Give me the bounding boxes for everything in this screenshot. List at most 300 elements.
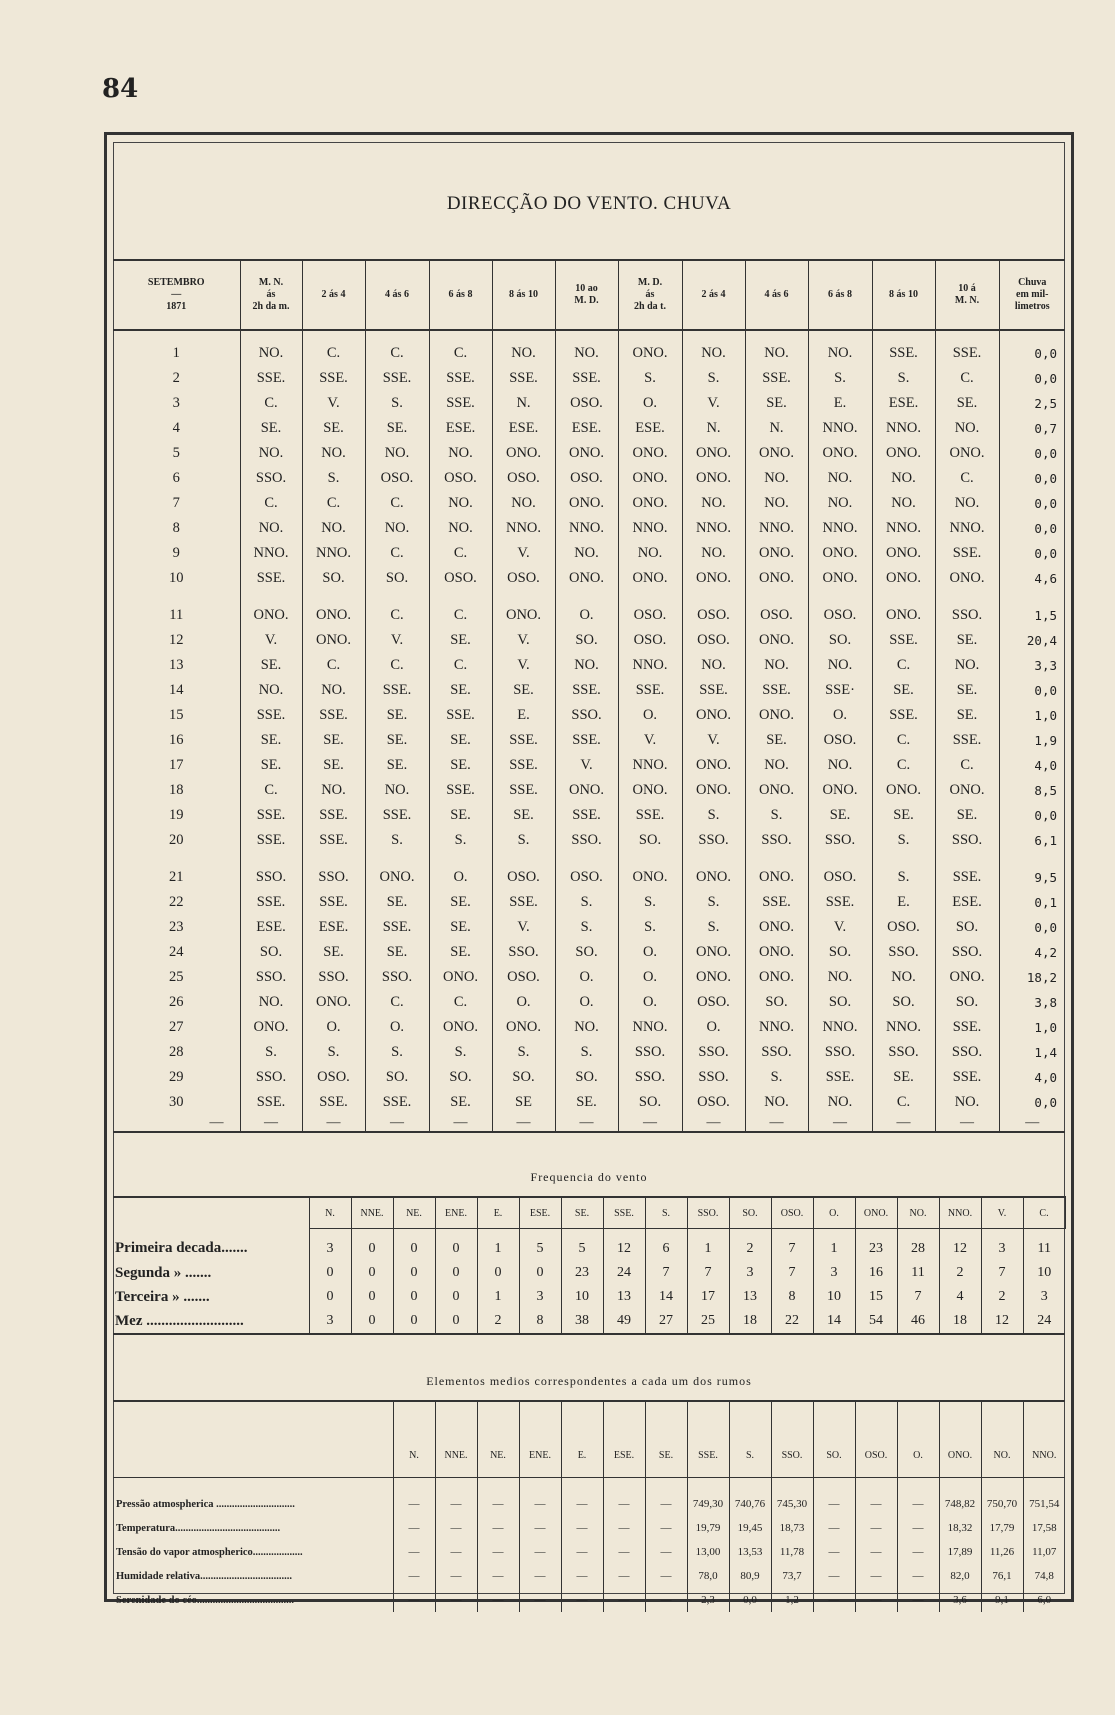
wind-cell: S. xyxy=(745,1065,808,1090)
wind-cell: SSO. xyxy=(240,965,302,990)
frequency-column-header: SO. xyxy=(729,1197,771,1229)
wind-cell: SE. xyxy=(492,803,555,828)
dash-cell: — xyxy=(302,1115,365,1132)
elements-cell: 18,73 xyxy=(771,1516,813,1540)
frequency-cell: 17 xyxy=(687,1285,729,1309)
wind-cell: SSO. xyxy=(745,828,808,853)
frequency-cell: 13 xyxy=(603,1285,645,1309)
table-row xyxy=(113,491,1065,516)
wind-cell: SO. xyxy=(618,1090,682,1115)
wind-cell: S. xyxy=(302,466,365,491)
rain-cell: 0,0 xyxy=(999,541,1065,566)
wind-cell: O. xyxy=(682,1015,745,1040)
wind-cell: SE. xyxy=(365,728,429,753)
elements-title: Elementos medios correspondentes a cada um dos rumos xyxy=(426,1374,752,1388)
wind-cell: C. xyxy=(429,591,492,628)
column-header xyxy=(492,260,555,330)
wind-cell: NO. xyxy=(365,516,429,541)
wind-cell: SO. xyxy=(935,990,999,1015)
wind-cell: S. xyxy=(492,1040,555,1065)
elements-column-header: NO. xyxy=(981,1401,1023,1478)
wind-cell: NO. xyxy=(745,1090,808,1115)
column-header-line: 6 ás 8 xyxy=(448,289,473,300)
elements-column-header: NNE. xyxy=(435,1401,477,1478)
dash-cell: — xyxy=(240,1115,302,1132)
frequency-cell: 28 xyxy=(897,1229,939,1262)
wind-cell: OSO. xyxy=(808,591,872,628)
wind-cell: V. xyxy=(302,391,365,416)
elements-cell: 751,54 xyxy=(1023,1478,1065,1517)
wind-cell: S. xyxy=(365,1040,429,1065)
table-row xyxy=(113,803,1065,828)
wind-cell: ONO. xyxy=(935,778,999,803)
frequency-column-header: NNO. xyxy=(939,1197,981,1229)
wind-cell: SE. xyxy=(745,728,808,753)
wind-cell: SE. xyxy=(240,416,302,441)
wind-cell: NO. xyxy=(302,778,365,803)
wind-cell: SSE. xyxy=(492,366,555,391)
wind-cell: NO. xyxy=(745,330,808,366)
wind-cell: C. xyxy=(935,753,999,778)
wind-cell: ONO. xyxy=(429,965,492,990)
frequency-cell: 2 xyxy=(981,1285,1023,1309)
wind-cell: N. xyxy=(492,391,555,416)
frequency-header-blank xyxy=(113,1197,309,1229)
frequency-header xyxy=(113,1197,1065,1229)
wind-cell: SE. xyxy=(429,890,492,915)
wind-cell: NO. xyxy=(808,330,872,366)
wind-cell: S. xyxy=(872,853,935,890)
day-cell: 19 xyxy=(169,807,184,823)
wind-cell: ONO. xyxy=(555,566,618,591)
frequency-cell: 15 xyxy=(855,1285,897,1309)
wind-cell: ONO. xyxy=(555,441,618,466)
frequency-cell: 10 xyxy=(1023,1261,1065,1285)
wind-cell: SSE. xyxy=(808,890,872,915)
wind-cell: ONO. xyxy=(555,491,618,516)
wind-cell: NNO. xyxy=(808,416,872,441)
wind-cell: C. xyxy=(429,990,492,1015)
day-cell: 18 xyxy=(169,782,184,798)
table-row xyxy=(113,728,1065,753)
wind-cell: ONO. xyxy=(745,703,808,728)
wind-cell: ONO. xyxy=(745,965,808,990)
wind-cell: SE. xyxy=(872,678,935,703)
wind-cell: ONO. xyxy=(682,566,745,591)
frequency-column-header: NNE. xyxy=(351,1197,393,1229)
elements-cell: — xyxy=(897,1516,939,1540)
elements-cell: — xyxy=(645,1478,687,1517)
wind-cell: NO. xyxy=(240,516,302,541)
frequency-cell: 7 xyxy=(645,1261,687,1285)
table-row xyxy=(113,653,1065,678)
wind-cell: SSE. xyxy=(618,803,682,828)
dash-cell: — xyxy=(492,1115,555,1132)
column-header-line: 2h da m. xyxy=(252,301,290,312)
frequency-cell: 12 xyxy=(981,1309,1023,1334)
wind-cell: SE. xyxy=(302,940,365,965)
elements-header-blank xyxy=(113,1401,393,1478)
day-cell: 15 xyxy=(169,707,184,723)
elements-column-header: ESE. xyxy=(603,1401,645,1478)
wind-cell: NO. xyxy=(935,416,999,441)
wind-cell: NO. xyxy=(429,441,492,466)
wind-cell: SSE. xyxy=(682,678,745,703)
elements-row-label: Temperatura........................................ xyxy=(116,1522,281,1534)
table-row xyxy=(113,853,1065,890)
wind-cell: SSE. xyxy=(302,1090,365,1115)
wind-cell: OSO. xyxy=(555,466,618,491)
wind-cell: SSE. xyxy=(429,391,492,416)
wind-cell: SSO. xyxy=(808,828,872,853)
wind-cell: NNO. xyxy=(618,653,682,678)
wind-cell: SSE. xyxy=(240,703,302,728)
elements-cell: 745,30 xyxy=(771,1478,813,1517)
frequency-row xyxy=(113,1285,1065,1309)
wind-cell: SSO. xyxy=(682,1065,745,1090)
frequency-cell: 49 xyxy=(603,1309,645,1334)
elements-cell: — xyxy=(603,1564,645,1588)
elements-cell: — xyxy=(477,1540,519,1564)
frequency-cell: 11 xyxy=(897,1261,939,1285)
elements-cell: 73,7 xyxy=(771,1564,813,1588)
elements-column-header: ONO. xyxy=(939,1401,981,1478)
elements-cell: — xyxy=(897,1540,939,1564)
wind-cell: SE. xyxy=(492,678,555,703)
wind-cell: SE. xyxy=(935,678,999,703)
dash-cell: — xyxy=(935,1115,999,1132)
wind-cell: C. xyxy=(240,391,302,416)
frequency-cell: 7 xyxy=(687,1261,729,1285)
frequency-column-header: SE. xyxy=(561,1197,603,1229)
dash-cell: — xyxy=(113,1115,240,1132)
wind-cell: NO. xyxy=(429,516,492,541)
rain-cell: 1,0 xyxy=(999,1015,1065,1040)
wind-cell: ONO. xyxy=(240,591,302,628)
frequency-cell: 1 xyxy=(477,1285,519,1309)
wind-cell: ONO. xyxy=(745,628,808,653)
wind-cell: SSO. xyxy=(240,1065,302,1090)
elements-cell: — xyxy=(393,1564,435,1588)
column-header-line: 2 ás 4 xyxy=(321,289,346,300)
wind-cell: SSE. xyxy=(808,1065,872,1090)
wind-cell: SSE. xyxy=(365,1090,429,1115)
wind-cell: ONO. xyxy=(682,965,745,990)
wind-cell: V. xyxy=(618,728,682,753)
column-header xyxy=(999,260,1065,330)
elements-row xyxy=(113,1588,1065,1612)
wind-cell: SSE. xyxy=(365,915,429,940)
wind-cell: SSO. xyxy=(492,940,555,965)
frequency-cell: 23 xyxy=(855,1229,897,1262)
frequency-cell: 14 xyxy=(645,1285,687,1309)
wind-cell: SO. xyxy=(555,940,618,965)
frequency-cell: 2 xyxy=(939,1261,981,1285)
wind-cell: SE xyxy=(492,1090,555,1115)
table-row xyxy=(113,516,1065,541)
wind-cell: OSO. xyxy=(555,853,618,890)
wind-cell: SSO. xyxy=(365,965,429,990)
frequency-cell: 7 xyxy=(771,1261,813,1285)
wind-cell: SE. xyxy=(240,653,302,678)
column-header-line: em mil- xyxy=(1016,289,1049,300)
frequency-cell: 0 xyxy=(393,1229,435,1262)
wind-cell: SE. xyxy=(429,803,492,828)
wind-cell: ESE. xyxy=(429,416,492,441)
wind-cell: ONO. xyxy=(808,541,872,566)
wind-cell: ONO. xyxy=(618,466,682,491)
wind-cell: SE. xyxy=(365,890,429,915)
frequency-cell: 2 xyxy=(477,1309,519,1334)
wind-cell: NO. xyxy=(555,541,618,566)
wind-cell: OSO. xyxy=(429,466,492,491)
wind-cell: C. xyxy=(302,491,365,516)
elements-cell: — xyxy=(813,1564,855,1588)
elements-cell: — xyxy=(645,1540,687,1564)
wind-cell: SSO. xyxy=(555,703,618,728)
wind-cell: SSE. xyxy=(492,753,555,778)
wind-cell: O. xyxy=(365,1015,429,1040)
elements-cell: — xyxy=(561,1564,603,1588)
wind-cell: C. xyxy=(872,728,935,753)
wind-cell: SE. xyxy=(365,416,429,441)
elements-cell: 0,0 xyxy=(729,1588,771,1612)
wind-cell: OSO. xyxy=(492,566,555,591)
wind-cell: SO. xyxy=(808,940,872,965)
frequency-cell: 14 xyxy=(813,1309,855,1334)
day-cell: 5 xyxy=(172,445,180,461)
wind-cell: C. xyxy=(872,1090,935,1115)
wind-cell: SSE. xyxy=(872,330,935,366)
day-cell: 24 xyxy=(169,944,184,960)
wind-cell: SE. xyxy=(935,628,999,653)
frequency-cell: 0 xyxy=(351,1229,393,1262)
wind-cell: S. xyxy=(365,391,429,416)
frequency-column-header: N. xyxy=(309,1197,351,1229)
frequency-column-header: V. xyxy=(981,1197,1023,1229)
frequency-column-header: C. xyxy=(1023,1197,1065,1229)
wind-cell: OSO. xyxy=(682,628,745,653)
wind-cell: V. xyxy=(555,753,618,778)
frequency-cell: 11 xyxy=(1023,1229,1065,1262)
wind-cell: SO. xyxy=(555,628,618,653)
column-header xyxy=(935,260,999,330)
frequency-column-header: OSO. xyxy=(771,1197,813,1229)
column-header-line: M. N. xyxy=(258,277,284,288)
wind-cell: SSE. xyxy=(302,703,365,728)
wind-cell: V. xyxy=(492,628,555,653)
table-row xyxy=(113,915,1065,940)
wind-cell: SE. xyxy=(872,803,935,828)
elements-row-label: Humidade relativa................................... xyxy=(116,1570,292,1582)
wind-cell: OSO. xyxy=(745,591,808,628)
wind-cell: SSE. xyxy=(429,778,492,803)
wind-cell: OSO. xyxy=(555,391,618,416)
frequency-cell: 0 xyxy=(393,1261,435,1285)
wind-cell: O. xyxy=(618,391,682,416)
wind-cell: NO. xyxy=(302,441,365,466)
wind-cell: SSE. xyxy=(429,703,492,728)
wind-cell: SSE. xyxy=(365,803,429,828)
wind-cell: S. xyxy=(745,803,808,828)
day-cell: 14 xyxy=(169,682,184,698)
wind-cell: ONO. xyxy=(682,778,745,803)
wind-cell: S. xyxy=(555,890,618,915)
wind-cell: ONO. xyxy=(302,591,365,628)
wind-cell: NO. xyxy=(682,330,745,366)
elements-cell: 9,1 xyxy=(981,1588,1023,1612)
elements-cell: 19,79 xyxy=(687,1516,729,1540)
day-cell: 4 xyxy=(172,420,180,436)
wind-cell: SSO. xyxy=(745,1040,808,1065)
column-header-line: 8 ás 10 xyxy=(889,289,918,300)
wind-cell: C. xyxy=(429,541,492,566)
day-cell: 20 xyxy=(169,832,184,848)
frequency-cell: 3 xyxy=(813,1261,855,1285)
wind-cell: SO. xyxy=(808,628,872,653)
dash-cell: — xyxy=(429,1115,492,1132)
table-row xyxy=(113,1065,1065,1090)
wind-cell: V. xyxy=(492,915,555,940)
elements-cell: 1,2 xyxy=(771,1588,813,1612)
frequency-cell: 10 xyxy=(813,1285,855,1309)
table-row xyxy=(113,703,1065,728)
elements-cell: 750,70 xyxy=(981,1478,1023,1517)
dash-cell: — xyxy=(999,1115,1065,1132)
wind-cell: OSO. xyxy=(808,853,872,890)
wind-cell: NNO. xyxy=(555,516,618,541)
dash-cell: — xyxy=(808,1115,872,1132)
elements-cell: — xyxy=(477,1588,519,1612)
wind-cell: SSO. xyxy=(240,853,302,890)
wind-cell: SSE. xyxy=(745,678,808,703)
wind-cell: O. xyxy=(618,703,682,728)
wind-cell: NNO. xyxy=(240,541,302,566)
wind-cell: SSE. xyxy=(618,678,682,703)
frequency-cell: 24 xyxy=(603,1261,645,1285)
elements-cell: — xyxy=(393,1516,435,1540)
wind-cell: NO. xyxy=(935,653,999,678)
frequency-row xyxy=(113,1309,1065,1334)
wind-cell: ESE. xyxy=(302,915,365,940)
wind-cell: OSO. xyxy=(429,566,492,591)
rain-cell: 3,3 xyxy=(999,653,1065,678)
day-cell: 6 xyxy=(172,470,180,486)
wind-cell: O. xyxy=(429,853,492,890)
wind-cell: SSE. xyxy=(365,366,429,391)
table-row xyxy=(113,330,1065,366)
wind-cell: ONO. xyxy=(618,566,682,591)
table-row xyxy=(113,1090,1065,1115)
frequency-column-header: S. xyxy=(645,1197,687,1229)
wind-cell: SSE. xyxy=(745,366,808,391)
wind-cell: ESE. xyxy=(618,416,682,441)
wind-cell: NNO. xyxy=(682,516,745,541)
column-header-line: 2 ás 4 xyxy=(701,289,726,300)
wind-cell: SSE. xyxy=(935,330,999,366)
wind-cell: NO. xyxy=(302,678,365,703)
frequency-body xyxy=(113,1229,1065,1335)
wind-cell: SSE. xyxy=(935,728,999,753)
wind-cell: V. xyxy=(682,728,745,753)
table-row xyxy=(113,778,1065,803)
rain-cell: 4,2 xyxy=(999,940,1065,965)
elements-cell: 17,89 xyxy=(939,1540,981,1564)
wind-cell: SE. xyxy=(302,728,365,753)
elements-cell: — xyxy=(603,1516,645,1540)
wind-cell: NO. xyxy=(808,491,872,516)
rain-cell: 0,0 xyxy=(999,915,1065,940)
day-cell: 7 xyxy=(172,495,180,511)
wind-cell: OSO. xyxy=(872,915,935,940)
wind-cell: S. xyxy=(682,915,745,940)
dash-row xyxy=(113,1115,1065,1132)
wind-cell: NO. xyxy=(240,441,302,466)
column-header-line: 8 ás 10 xyxy=(509,289,538,300)
frequency-cell: 5 xyxy=(561,1229,603,1262)
wind-cell: C. xyxy=(365,541,429,566)
wind-cell: ONO. xyxy=(872,541,935,566)
wind-cell: ONO. xyxy=(302,628,365,653)
table-row xyxy=(113,391,1065,416)
day-cell: 21 xyxy=(169,869,184,885)
table-row xyxy=(113,441,1065,466)
column-header-line: M. D. xyxy=(574,295,599,306)
wind-cell: SSE. xyxy=(555,803,618,828)
wind-cell: SSO. xyxy=(555,828,618,853)
frequency-row xyxy=(113,1261,1065,1285)
wind-cell: SSO. xyxy=(935,591,999,628)
elements-cell: — xyxy=(435,1516,477,1540)
wind-cell: OSO. xyxy=(492,466,555,491)
wind-cell: ONO. xyxy=(808,778,872,803)
wind-cell: NO. xyxy=(682,653,745,678)
wind-cell: OSO. xyxy=(682,990,745,1015)
wind-cell: ONO. xyxy=(745,566,808,591)
wind-cell: ONO. xyxy=(682,753,745,778)
wind-cell: NNO. xyxy=(618,1015,682,1040)
wind-cell: NNO. xyxy=(745,516,808,541)
wind-cell: S. xyxy=(618,890,682,915)
frequency-column-header: O. xyxy=(813,1197,855,1229)
day-cell: 10 xyxy=(169,570,184,586)
wind-cell: SO. xyxy=(365,1065,429,1090)
frequency-cell: 54 xyxy=(855,1309,897,1334)
day-cell: 2 xyxy=(172,370,180,386)
frequency-table xyxy=(113,1196,1066,1335)
wind-cell: NO. xyxy=(935,491,999,516)
elements-column-header: N. xyxy=(393,1401,435,1478)
wind-cell: SE. xyxy=(302,753,365,778)
wind-cell: NO. xyxy=(492,491,555,516)
elements-table xyxy=(113,1400,1065,1612)
day-cell: 22 xyxy=(169,894,184,910)
frequency-cell: 27 xyxy=(645,1309,687,1334)
rain-cell: 2,5 xyxy=(999,391,1065,416)
frequency-column-header: NE. xyxy=(393,1197,435,1229)
wind-cell: SSE. xyxy=(365,678,429,703)
frequency-cell: 10 xyxy=(561,1285,603,1309)
rain-cell: 0,0 xyxy=(999,803,1065,828)
rain-cell: 4,0 xyxy=(999,753,1065,778)
frequency-column-header: SSE. xyxy=(603,1197,645,1229)
page-title: DIRECÇÃO DO VENTO. CHUVA xyxy=(446,193,732,214)
wind-cell: NNO. xyxy=(745,1015,808,1040)
wind-cell: ONO. xyxy=(745,940,808,965)
elements-cell: — xyxy=(477,1516,519,1540)
column-header-line: ás xyxy=(645,289,655,300)
elements-cell: 748,82 xyxy=(939,1478,981,1517)
